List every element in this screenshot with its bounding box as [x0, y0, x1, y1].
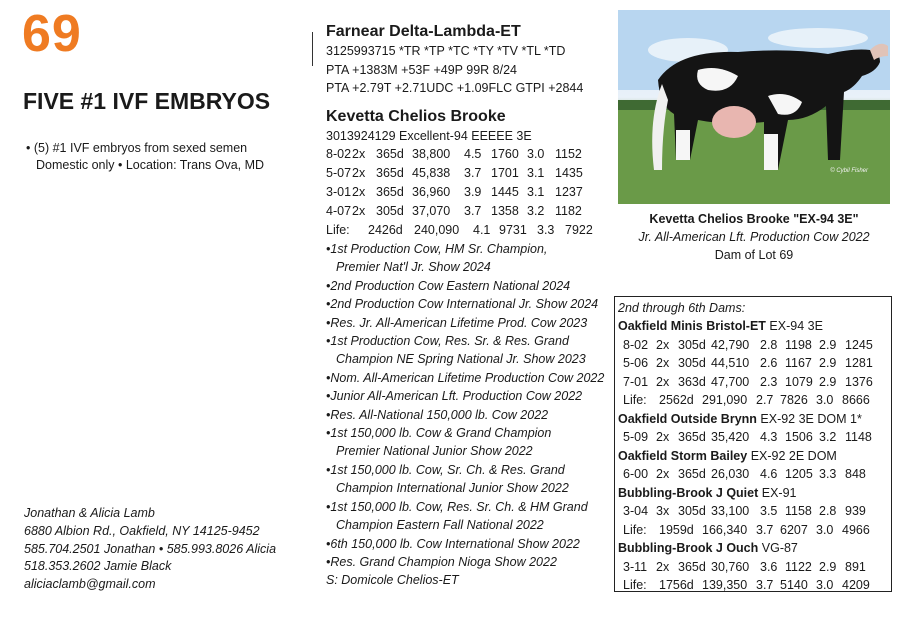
dam-record-cell: 3-11 — [623, 559, 648, 574]
record-cell: 1182 — [555, 204, 582, 218]
dam-record-row — [618, 354, 888, 373]
record-cell: 1435 — [555, 166, 583, 180]
lifetime-cell: 9731 — [499, 223, 527, 237]
record-cell: 4.5 — [464, 147, 482, 161]
record-row — [326, 202, 611, 221]
record-cell: 1760 — [491, 147, 519, 161]
award-line: Champion NE Spring National Jr. Show 2023 — [336, 352, 586, 367]
dam-record-cell: 365d — [678, 467, 706, 481]
dam-record-cell: 1506 — [785, 430, 813, 444]
dam-lifetime-cell: Life: — [623, 393, 647, 407]
dam-record-cell: 2x — [656, 430, 670, 444]
dam-lifetime-cell: 3.0 — [816, 522, 834, 537]
record-cell: 3.2 — [527, 204, 545, 218]
sire-divider — [312, 32, 313, 66]
award-line: •1st 150,000 lb. Cow & Grand Champion — [326, 426, 552, 441]
dam-record-cell: 1281 — [845, 356, 873, 370]
contact-line: Jonathan & Alicia Lamb — [24, 506, 155, 520]
dams-heading: 2nd through 6th Dams: — [618, 301, 746, 315]
dam-record-cell: 2.9 — [819, 337, 837, 352]
dam-record-cell: 1079 — [785, 374, 813, 389]
dam-record-cell: 1122 — [785, 559, 812, 574]
dam-lifetime-row — [618, 521, 888, 540]
dam-record-row — [618, 373, 888, 392]
record-cell: 305d — [376, 204, 404, 218]
dam-entry-name: Oakfield Outside Brynn — [618, 411, 757, 426]
award-line: •1st 150,000 lb. Cow, Sr. Ch. & Res. Grand — [326, 462, 565, 477]
dam-entry-score: EX-91 — [758, 485, 797, 500]
dam-record-cell: 3.5 — [760, 504, 778, 518]
details-line-2: Domestic only • Location: Trans Ova, MD — [36, 158, 265, 172]
dam-record-cell: 2x — [656, 559, 670, 574]
dam-record-cell: 365d — [678, 430, 706, 444]
contact-line: 6880 Albion Rd., Oakfield, NY 14125-9452 — [24, 523, 260, 538]
record-cell: 3.0 — [527, 147, 545, 161]
dam-lifetime-cell: 7826 — [780, 393, 808, 407]
dam-record-row — [618, 558, 888, 577]
award-line: S: Domicole Chelios-ET — [326, 573, 459, 588]
dam-record-cell: 1148 — [845, 430, 872, 444]
award-line: Champion International Junior Show 2022 — [336, 481, 569, 496]
dam-entry-score: VG-87 — [758, 541, 798, 555]
award-line: •Res. All-National 150,000 lb. Cow 2022 — [326, 407, 549, 422]
award-line: Premier National Junior Show 2022 — [336, 444, 533, 459]
dam-record-cell: 848 — [845, 467, 866, 481]
award-line: •2nd Production Cow Eastern National 2024 — [326, 278, 571, 293]
lifetime-cell: 3.3 — [537, 223, 555, 237]
lot-details — [26, 140, 264, 174]
dam-record-cell: 6-00 — [623, 467, 649, 481]
award-line: •2nd Production Cow International Jr. Show 2024 — [326, 297, 599, 312]
dam-lifetime-cell: 3.7 — [756, 522, 774, 537]
dam-entry — [618, 484, 888, 503]
dam-record-cell: 7-01 — [623, 374, 649, 389]
record-cell: 8-02 — [326, 147, 352, 161]
record-row — [326, 145, 611, 164]
dam-record-cell: 365d — [678, 559, 706, 574]
dam-lifetime-row — [618, 391, 888, 410]
caption-dam-of-lot: Dam of Lot 69 — [714, 248, 794, 262]
award-line: •Res. Jr. All-American Lifetime Prod. Cow 2023 — [326, 315, 588, 330]
award-line: •Nom. All-American Lifetime Production Cow 2022 — [326, 370, 605, 385]
dam-record-cell: 305d — [678, 504, 706, 518]
lot-headline: FIVE #1 IVF EMBRYOS — [23, 88, 271, 114]
dam-lifetime-cell: 2.7 — [756, 393, 774, 407]
award-line: •6th 150,000 lb. Cow International Show 2022 — [326, 536, 580, 551]
dam-record-cell: 891 — [845, 559, 866, 574]
dam-record-cell: 1376 — [845, 374, 873, 389]
dam-lifetime-cell: 6207 — [780, 522, 808, 537]
award-line: •Res. Grand Champion Nioga Show 2022 — [326, 554, 557, 569]
dam-record-cell: 35,420 — [711, 430, 750, 444]
photo-credit: © Cybil Fisher — [830, 168, 868, 174]
dam-lifetime-cell: 4966 — [842, 522, 870, 537]
lifetime-cell: 4.1 — [473, 223, 491, 237]
record-cell: 1701 — [491, 166, 519, 180]
record-cell: 3.9 — [464, 185, 482, 199]
dam-lifetime-cell: 4209 — [842, 578, 870, 592]
dam-record-cell: 33,100 — [711, 504, 750, 518]
pedigree-column — [326, 22, 611, 590]
dam-lifetime-cell: 3.0 — [816, 578, 834, 592]
dam-record-cell: 2.6 — [760, 356, 778, 370]
record-row — [326, 183, 611, 202]
dam-record-row — [618, 502, 888, 521]
dam-record-cell: 3.6 — [760, 559, 778, 574]
dam-record-row — [618, 428, 888, 447]
record-cell: 1358 — [491, 204, 519, 218]
dam-lifetime-cell: 5140 — [780, 578, 808, 592]
dams-box — [614, 296, 892, 592]
record-cell: 2x — [352, 204, 366, 218]
record-cell: 45,838 — [412, 166, 451, 180]
dam-lifetime-row — [618, 576, 888, 595]
dam-record-cell: 1167 — [785, 356, 812, 370]
award-line: •1st Production Cow, Res. Sr. & Res. Grand — [326, 334, 569, 349]
dam-entry-name: Bubbling-Brook J Ouch — [618, 541, 759, 555]
dam-record-cell: 1198 — [785, 337, 812, 352]
cow-illustration — [618, 10, 890, 204]
record-cell: 2x — [352, 185, 366, 199]
dam-record-cell: 363d — [678, 374, 706, 389]
sire-line: 3125993715 *TR *TP *TC *TY *TV *TL *TD — [326, 44, 566, 58]
consignor-contact — [24, 505, 276, 594]
dam-record-row — [618, 336, 888, 355]
sire-line: PTA +2.79T +2.71UDC +1.09FLC GTPI +2844 — [326, 81, 584, 95]
dam-record-cell: 3.2 — [819, 430, 837, 444]
dam-lifetime-cell: Life: — [623, 578, 647, 592]
dam-record-cell: 47,700 — [711, 374, 750, 389]
dam-lifetime-cell: 3.0 — [816, 393, 834, 407]
dam-lifetime-cell: 3.7 — [756, 578, 774, 592]
record-cell: 4-07 — [326, 204, 352, 218]
dam-record-cell: 2.8 — [760, 337, 778, 352]
record-cell: 1237 — [555, 185, 583, 199]
contact-line: 518.353.2602 Jamie Black — [24, 559, 172, 574]
lot-number: 69 — [22, 5, 82, 63]
record-cell: 1445 — [491, 185, 519, 199]
lifetime-cell: Life: — [326, 223, 350, 237]
dam-record-cell: 939 — [845, 504, 866, 518]
dam-record-cell: 5-06 — [623, 356, 649, 370]
caption-subtitle: Jr. All-American Lft. Production Cow 2022 — [638, 230, 870, 244]
dam-entry-name: Oakfield Storm Bailey — [618, 448, 748, 463]
contact-line: 585.704.2501 Jonathan • 585.993.8026 Alicia — [24, 541, 277, 556]
record-cell: 1152 — [555, 147, 582, 161]
dam-record-cell: 4.3 — [760, 430, 778, 444]
dam-record-cell: 30,760 — [711, 559, 750, 574]
dam-record-cell: 305d — [678, 337, 706, 352]
dam-registration: 3013924129 Excellent-94 EEEEE 3E — [326, 128, 532, 143]
record-cell: 3.7 — [464, 166, 482, 180]
sire-name: Farnear Delta-Lambda-ET — [326, 23, 521, 40]
dam-record-cell: 2.9 — [819, 559, 837, 574]
record-cell: 3-01 — [326, 185, 352, 199]
dam-entry — [618, 447, 888, 466]
dam-record-cell: 2.8 — [819, 504, 837, 518]
dam-record-cell: 4.6 — [760, 467, 778, 481]
record-cell: 3.1 — [527, 185, 545, 199]
award-line: •1st Production Cow, HM Sr. Champion, — [326, 242, 548, 256]
dam-record-cell: 2x — [656, 467, 670, 481]
dam-lifetime-cell: 2562d — [659, 393, 694, 407]
dam-record-cell: 3-04 — [623, 504, 649, 518]
lifetime-cell: 7922 — [565, 223, 593, 237]
award-line: Champion Eastern Fall National 2022 — [336, 518, 544, 533]
dam-entry-score: EX-92 2E DOM — [747, 448, 837, 463]
lifetime-cell: 2426d — [368, 223, 403, 237]
award-line: Premier Nat'l Jr. Show 2024 — [336, 260, 491, 275]
record-cell: 365d — [376, 147, 404, 161]
record-cell: 2x — [352, 147, 366, 161]
dam-record-cell: 2.3 — [760, 374, 778, 389]
dam-record-cell: 305d — [678, 356, 706, 370]
record-row — [326, 164, 611, 183]
dam-awards — [326, 240, 611, 590]
cow-photo — [618, 10, 890, 204]
dam-entry — [618, 410, 888, 429]
dam-record-cell: 1205 — [785, 467, 813, 481]
dam-entry-score: EX-94 3E — [765, 319, 823, 333]
record-cell: 36,960 — [412, 185, 451, 199]
dam-entry-name: Oakfield Minis Bristol-ET — [618, 319, 766, 333]
sire-line: PTA +1383M +53F +49P 99R 8/24 — [326, 62, 517, 77]
dam-lifetime-cell: 8666 — [842, 393, 870, 407]
dam-record-cell: 2.9 — [819, 356, 837, 370]
record-cell: 3.1 — [527, 166, 545, 180]
dam-record-cell: 3.3 — [819, 467, 837, 481]
lifetime-cell: 240,090 — [414, 223, 460, 237]
record-cell: 2x — [352, 166, 366, 180]
photo-caption — [618, 210, 890, 264]
dam-record-cell: 2x — [656, 356, 670, 370]
dam-lifetime-record — [326, 221, 611, 240]
dam-record-cell: 1245 — [845, 337, 873, 352]
dam-entry — [618, 539, 888, 558]
dam-lifetime-cell: 166,340 — [702, 522, 748, 537]
dam-records — [326, 145, 611, 221]
dam-lifetime-cell: 139,350 — [702, 578, 748, 592]
dam-record-cell: 1158 — [785, 504, 812, 518]
details-line-1: • (5) #1 IVF embryos from sexed semen — [26, 141, 248, 155]
dam-lifetime-cell: 1756d — [659, 578, 694, 592]
dam-record-row — [618, 465, 888, 484]
dams-list — [618, 317, 888, 595]
dam-record-cell: 2x — [656, 337, 670, 352]
award-line: •Junior All-American Lft. Production Cow 2022 — [326, 389, 583, 404]
dam-record-cell: 44,510 — [711, 356, 750, 370]
caption-title: Kevetta Chelios Brooke "EX-94 3E" — [649, 212, 859, 226]
record-cell: 365d — [376, 185, 404, 199]
dam-entry-name: Bubbling-Brook J Quiet — [618, 485, 759, 500]
record-cell: 5-07 — [326, 166, 352, 180]
record-cell: 38,800 — [412, 147, 451, 161]
dam-record-cell: 2x — [656, 374, 670, 389]
record-cell: 37,070 — [412, 204, 451, 218]
award-line: •1st 150,000 lb. Cow, Res. Sr. Ch. & HM Grand — [326, 499, 588, 514]
record-cell: 3.7 — [464, 204, 482, 218]
dam-entry — [618, 317, 888, 336]
dam-entry-score: EX-92 3E DOM 1* — [756, 411, 862, 426]
dam-record-cell: 26,030 — [711, 467, 750, 481]
dam-record-cell: 5-09 — [623, 430, 649, 444]
contact-email[interactable]: aliciaclamb@gmail.com — [24, 577, 156, 592]
dam-record-cell: 2.9 — [819, 374, 837, 389]
dam-lifetime-cell: Life: — [623, 522, 647, 537]
record-cell: 365d — [376, 166, 404, 180]
dam-lifetime-cell: 291,090 — [702, 393, 748, 407]
dam-record-cell: 3x — [656, 504, 670, 518]
dam-lifetime-cell: 1959d — [659, 522, 694, 537]
dam-record-cell: 8-02 — [623, 337, 649, 352]
dam-name: Kevetta Chelios Brooke — [326, 107, 506, 125]
dam-record-cell: 42,790 — [711, 337, 750, 352]
